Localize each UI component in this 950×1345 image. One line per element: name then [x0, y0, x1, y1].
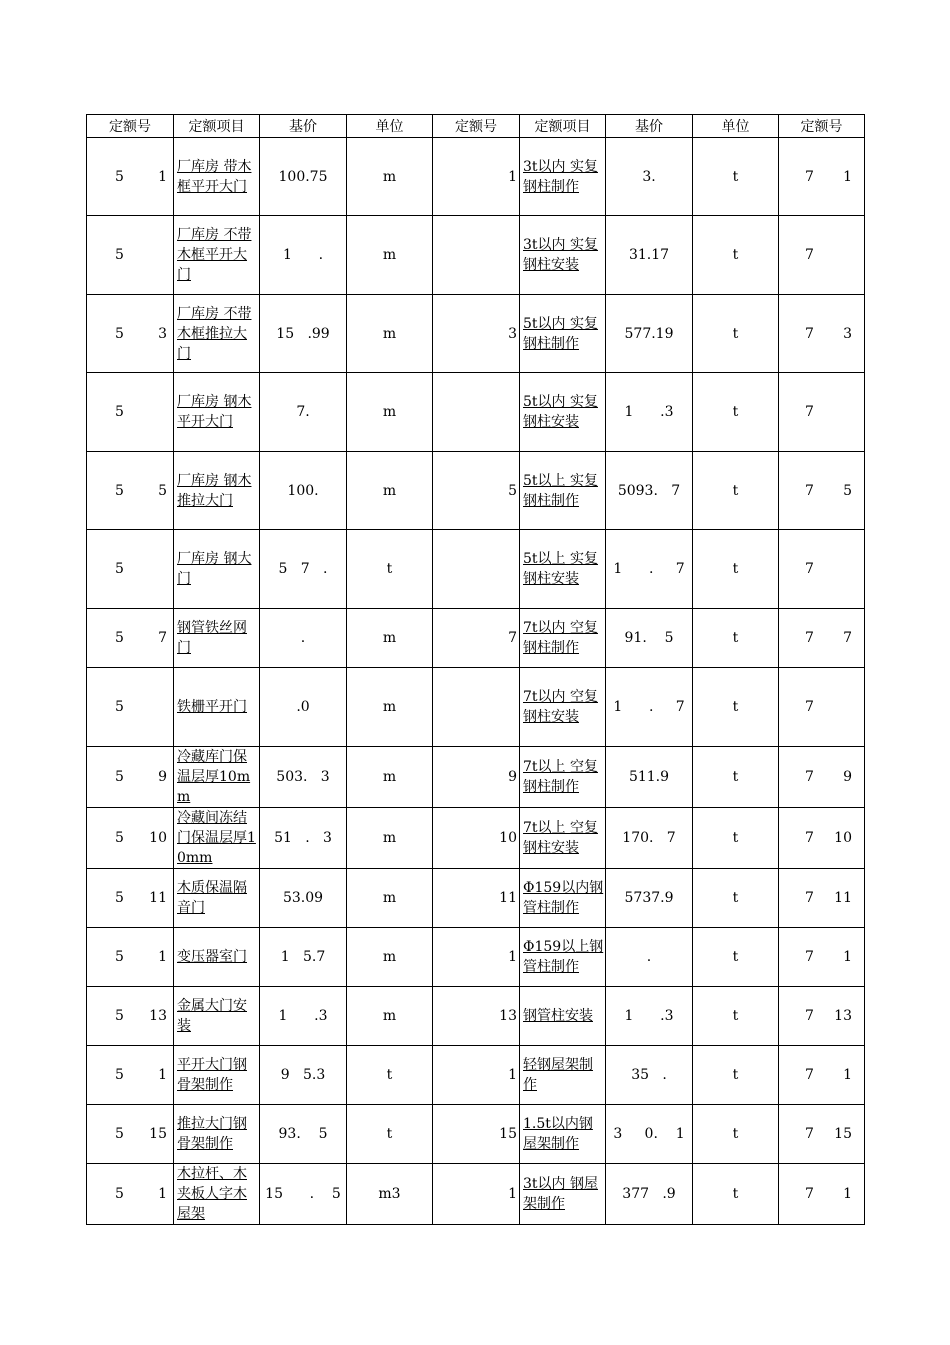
unit: t [693, 1046, 779, 1105]
header-row [87, 115, 865, 138]
table-row [87, 747, 865, 808]
column-header: 定额项目 [520, 115, 606, 138]
quota-code-prefix: 7 [805, 1067, 814, 1083]
quota-code-cell: 15 [433, 1105, 520, 1164]
quota-item-link[interactable]: 冷藏间冻结门保温层厚10mm [174, 808, 260, 869]
quota-code-cell [779, 373, 865, 452]
quota-item-link[interactable]: 金属大门安装 [174, 987, 260, 1046]
quota-code-prefix: 7 [805, 561, 814, 577]
base-price: 15 . 5 [260, 1164, 347, 1225]
quota-code-cell [779, 1046, 865, 1105]
table-row [87, 530, 865, 609]
base-price: 1 .3 [606, 373, 693, 452]
quota-item-link[interactable]: 7t以内 空复钢柱安装 [520, 668, 606, 747]
quota-code-cell [433, 216, 520, 295]
quota-item-link[interactable]: 钢管铁丝网门 [174, 609, 260, 668]
quota-code-cell: 13 [433, 987, 520, 1046]
quota-code-cell [87, 808, 174, 869]
quota-code-prefix: 5 [115, 247, 124, 263]
unit: m [347, 747, 433, 808]
quota-code-cell [87, 138, 174, 216]
quota-code-suffix: 9 [158, 769, 167, 785]
quota-code-suffix: 11 [149, 890, 167, 906]
unit: t [693, 668, 779, 747]
quota-code-suffix: 15 [149, 1126, 167, 1142]
base-price: 7. [260, 373, 347, 452]
unit: m [347, 869, 433, 928]
quota-code-suffix: 7 [843, 630, 852, 646]
table-row [87, 609, 865, 668]
quota-code-cell [779, 216, 865, 295]
unit: t [693, 928, 779, 987]
quota-code-cell [779, 869, 865, 928]
quota-code-prefix: 5 [115, 482, 124, 499]
quota-code-suffix: 3 [843, 325, 852, 342]
base-price: 93. 5 [260, 1105, 347, 1164]
base-price: 377 .9 [606, 1164, 693, 1225]
base-price: 31.17 [606, 216, 693, 295]
quota-code-suffix: 13 [834, 1008, 852, 1024]
quota-code-suffix: 1 [158, 1067, 167, 1083]
column-header: 单位 [347, 115, 433, 138]
quota-code-cell [87, 1046, 174, 1105]
base-price: 503. 3 [260, 747, 347, 808]
base-price: 5093. 7 [606, 452, 693, 530]
quota-code-cell: 7 [433, 609, 520, 668]
quota-item-link[interactable]: 1.5t以内钢屋架制作 [520, 1105, 606, 1164]
quota-code-cell [779, 987, 865, 1046]
base-price: 51 . 3 [260, 808, 347, 869]
unit: t [693, 609, 779, 668]
quota-item-link[interactable]: 平开大门钢骨架制作 [174, 1046, 260, 1105]
unit: t [693, 373, 779, 452]
unit: t [693, 1105, 779, 1164]
quota-code-prefix: 7 [805, 247, 814, 263]
quota-code-suffix: 7 [158, 630, 167, 646]
quota-code-suffix: 13 [149, 1008, 167, 1024]
quota-code-cell: 5 [433, 452, 520, 530]
quota-code-cell [87, 1105, 174, 1164]
quota-item-link[interactable]: 厂库房 钢大门 [174, 530, 260, 609]
table-row [87, 216, 865, 295]
quota-code-cell [779, 808, 865, 869]
base-price: 53.09 [260, 869, 347, 928]
quota-code-cell [87, 295, 174, 373]
quota-item-link[interactable]: 5t以上 实复钢柱制作 [520, 452, 606, 530]
quota-code-cell [433, 668, 520, 747]
quota-code-prefix: 7 [805, 1126, 814, 1142]
quota-code-suffix: 1 [158, 1186, 167, 1202]
quota-code-suffix: 3 [158, 325, 167, 342]
quota-code-suffix: 15 [834, 1126, 852, 1142]
quota-item-link[interactable]: 厂库房 带木框平开大门 [174, 138, 260, 216]
unit: m [347, 928, 433, 987]
quota-code-cell [779, 609, 865, 668]
unit: t [693, 808, 779, 869]
quota-code-cell: 11 [433, 869, 520, 928]
table-row [87, 295, 865, 373]
quota-code-prefix: 7 [805, 630, 814, 646]
column-header: 定额号 [433, 115, 520, 138]
table-row [87, 668, 865, 747]
quota-code-cell: 10 [433, 808, 520, 869]
base-price: 91. 5 [606, 609, 693, 668]
quota-code-cell [779, 1105, 865, 1164]
base-price: 1 . [260, 216, 347, 295]
unit: t [347, 1046, 433, 1105]
base-price: 100.75 [260, 138, 347, 216]
unit: t [347, 530, 433, 609]
quota-item-link[interactable]: 厂库房 钢木平开大门 [174, 373, 260, 452]
table-row [87, 808, 865, 869]
column-header: 定额号 [87, 115, 174, 138]
quota-item-link[interactable]: 厂库房 不带木框平开大门 [174, 216, 260, 295]
quota-item-link[interactable]: 钢管柱安装 [520, 987, 606, 1046]
base-price: 5 7 . [260, 530, 347, 609]
quota-code-cell [87, 373, 174, 452]
unit: m [347, 987, 433, 1046]
quota-code-prefix: 5 [115, 325, 124, 342]
quota-code-suffix: 1 [843, 1067, 852, 1083]
unit: t [347, 1105, 433, 1164]
quota-item-link[interactable]: 7t以上 空复钢柱安装 [520, 808, 606, 869]
quota-item-link[interactable]: 7t以上 空复钢柱制作 [520, 747, 606, 808]
quota-item-link[interactable]: 3t以内 实复钢柱安装 [520, 216, 606, 295]
unit: m [347, 373, 433, 452]
quota-code-suffix: 1 [158, 168, 167, 185]
quota-code-cell [87, 452, 174, 530]
unit: m [347, 609, 433, 668]
base-price: 9 5.3 [260, 1046, 347, 1105]
quota-item-link[interactable]: 木质保温隔音门 [174, 869, 260, 928]
quota-item-link[interactable]: 木拉杆、木夹板人字木屋架 [174, 1164, 260, 1225]
unit: m [347, 295, 433, 373]
quota-item-link[interactable]: 厂库房 钢木推拉大门 [174, 452, 260, 530]
table-row [87, 373, 865, 452]
quota-code-prefix: 5 [115, 1186, 124, 1202]
table-row [87, 1046, 865, 1105]
quota-code-prefix: 7 [805, 1186, 814, 1202]
quota-code-cell [779, 668, 865, 747]
unit: m [347, 452, 433, 530]
quota-code-prefix: 5 [115, 830, 124, 846]
unit: t [693, 530, 779, 609]
quota-code-prefix: 7 [805, 890, 814, 906]
quota-item-link[interactable]: 3t以内 钢屋架制作 [520, 1164, 606, 1225]
quota-code-suffix: 5 [158, 482, 167, 499]
table-row [87, 928, 865, 987]
column-header: 定额号 [779, 115, 865, 138]
base-price: . [606, 928, 693, 987]
unit: m [347, 138, 433, 216]
base-price: 5737.9 [606, 869, 693, 928]
quota-code-prefix: 5 [115, 561, 124, 577]
base-price: 35 . [606, 1046, 693, 1105]
quota-table [86, 114, 865, 1225]
quota-code-cell [779, 928, 865, 987]
unit: m [347, 668, 433, 747]
unit: m3 [347, 1164, 433, 1225]
quota-item-link[interactable]: 变压器室门 [174, 928, 260, 987]
quota-code-prefix: 5 [115, 890, 124, 906]
quota-code-prefix: 5 [115, 168, 124, 185]
quota-code-prefix: 7 [805, 949, 814, 965]
column-header: 基价 [606, 115, 693, 138]
table-row [87, 1164, 865, 1225]
quota-code-cell [87, 987, 174, 1046]
base-price: 1 .3 [606, 987, 693, 1046]
base-price: 511.9 [606, 747, 693, 808]
quota-code-cell [779, 138, 865, 216]
quota-code-prefix: 7 [805, 699, 814, 715]
quota-item-link[interactable]: Φ159以上钢管柱制作 [520, 928, 606, 987]
quota-code-prefix: 5 [115, 1008, 124, 1024]
table-row [87, 452, 865, 530]
unit: t [693, 869, 779, 928]
quota-code-prefix: 5 [115, 699, 124, 715]
quota-code-prefix: 7 [805, 1008, 814, 1024]
quota-code-prefix: 5 [115, 1126, 124, 1142]
quota-code-cell: 1 [433, 1164, 520, 1225]
quota-code-suffix: 10 [149, 830, 167, 846]
quota-code-prefix: 5 [115, 1067, 124, 1083]
quota-item-link[interactable]: 厂库房 不带木框推拉大门 [174, 295, 260, 373]
quota-code-cell [87, 530, 174, 609]
quota-item-link[interactable]: 5t以内 实复钢柱安装 [520, 373, 606, 452]
quota-code-cell [779, 1164, 865, 1225]
quota-item-link[interactable]: 3t以内 实复钢柱制作 [520, 138, 606, 216]
unit: t [693, 1164, 779, 1225]
quota-code-suffix: 11 [834, 890, 852, 906]
base-price: . [260, 609, 347, 668]
quota-code-suffix: 1 [843, 168, 852, 185]
unit: t [693, 295, 779, 373]
quota-code-cell: 1 [433, 138, 520, 216]
quota-item-link[interactable]: 铁栅平开门 [174, 668, 260, 747]
quota-code-prefix: 5 [115, 404, 124, 420]
quota-code-prefix: 7 [805, 325, 814, 342]
table-row [87, 1105, 865, 1164]
quota-code-suffix: 5 [843, 482, 852, 499]
quota-code-cell [779, 530, 865, 609]
quota-item-link[interactable]: 推拉大门钢骨架制作 [174, 1105, 260, 1164]
quota-code-suffix: 1 [158, 949, 167, 965]
base-price: 15 .99 [260, 295, 347, 373]
base-price: 1 . 7 [606, 668, 693, 747]
base-price: 3 0. 1 [606, 1105, 693, 1164]
quota-code-prefix: 7 [805, 482, 814, 499]
quota-code-suffix: 1 [843, 1186, 852, 1202]
quota-code-prefix: 5 [115, 630, 124, 646]
quota-item-link[interactable]: 5t以内 实复钢柱制作 [520, 295, 606, 373]
table-row [87, 869, 865, 928]
quota-item-link[interactable]: Φ159以内钢管柱制作 [520, 869, 606, 928]
quota-code-cell [779, 295, 865, 373]
quota-code-cell: 9 [433, 747, 520, 808]
quota-code-cell [433, 530, 520, 609]
quota-code-prefix: 7 [805, 830, 814, 846]
base-price: 1 5.7 [260, 928, 347, 987]
base-price: 1 . 7 [606, 530, 693, 609]
quota-code-suffix: 10 [834, 830, 852, 846]
quota-item-link[interactable]: 冷藏库门保温层厚10mm [174, 747, 260, 808]
table-body [87, 138, 865, 1225]
unit: m [347, 808, 433, 869]
quota-code-cell [87, 668, 174, 747]
column-header: 单位 [693, 115, 779, 138]
quota-code-cell [779, 452, 865, 530]
quota-code-cell [87, 747, 174, 808]
unit: t [693, 216, 779, 295]
quota-item-link[interactable]: 轻钢屋架制作 [520, 1046, 606, 1105]
quota-code-cell [87, 1164, 174, 1225]
unit: t [693, 987, 779, 1046]
quota-code-suffix: 9 [843, 769, 852, 785]
quota-code-cell: 3 [433, 295, 520, 373]
base-price: .0 [260, 668, 347, 747]
quota-code-cell [87, 928, 174, 987]
base-price: 1 .3 [260, 987, 347, 1046]
table-row [87, 138, 865, 216]
base-price: 577.19 [606, 295, 693, 373]
quota-code-cell [87, 216, 174, 295]
quota-code-prefix: 7 [805, 168, 814, 185]
quota-item-link[interactable]: 7t以内 空复钢柱制作 [520, 609, 606, 668]
quota-code-cell: 1 [433, 928, 520, 987]
quota-code-cell [779, 747, 865, 808]
quota-code-cell: 1 [433, 1046, 520, 1105]
quota-code-prefix: 5 [115, 769, 124, 785]
quota-code-prefix: 5 [115, 949, 124, 965]
base-price: 100. [260, 452, 347, 530]
unit: t [693, 747, 779, 808]
base-price: 3. [606, 138, 693, 216]
column-header: 基价 [260, 115, 347, 138]
quota-item-link[interactable]: 5t以上 实复钢柱安装 [520, 530, 606, 609]
base-price: 170. 7 [606, 808, 693, 869]
quota-code-cell [87, 869, 174, 928]
unit: m [347, 216, 433, 295]
quota-code-cell [433, 373, 520, 452]
unit: t [693, 138, 779, 216]
quota-code-suffix: 1 [843, 949, 852, 965]
table-row [87, 987, 865, 1046]
quota-code-prefix: 7 [805, 769, 814, 785]
quota-code-prefix: 7 [805, 404, 814, 420]
column-header: 定额项目 [174, 115, 260, 138]
quota-code-cell [87, 609, 174, 668]
unit: t [693, 452, 779, 530]
